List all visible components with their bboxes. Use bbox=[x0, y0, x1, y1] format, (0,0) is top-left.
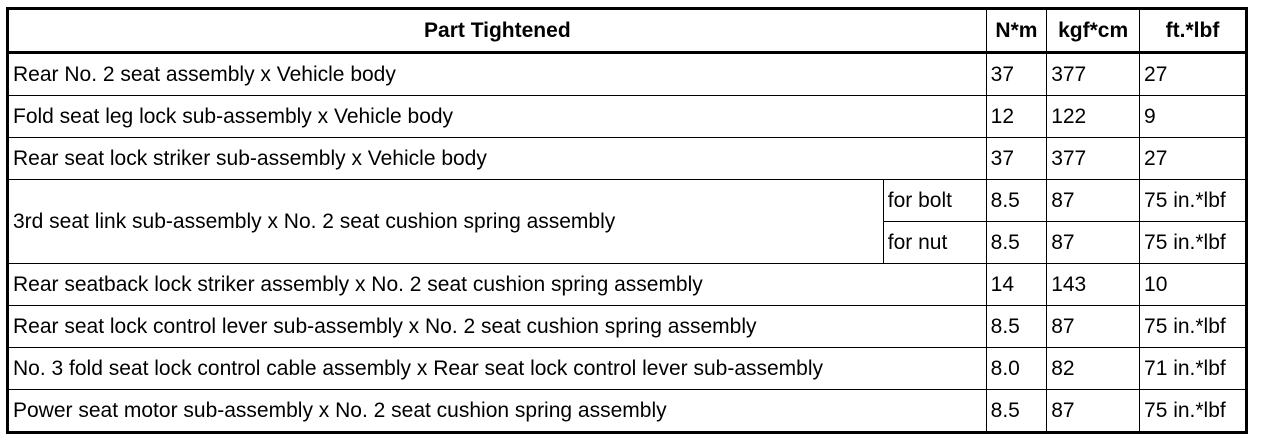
table-row bbox=[8, 306, 1247, 348]
nm-cell: 8.5 bbox=[986, 222, 1047, 264]
table-row bbox=[8, 138, 1247, 180]
kgf-cell: 143 bbox=[1047, 264, 1140, 306]
ft-cell: 27 bbox=[1140, 138, 1247, 180]
header-ft-lbf: ft.*lbf bbox=[1140, 9, 1247, 53]
table-row bbox=[8, 390, 1247, 433]
table-row bbox=[8, 180, 1247, 222]
table-row bbox=[8, 53, 1247, 96]
table-row bbox=[8, 264, 1247, 306]
ft-cell: 9 bbox=[1140, 96, 1247, 138]
fastener-cell: for bolt bbox=[883, 180, 986, 222]
kgf-cell: 87 bbox=[1047, 390, 1140, 433]
ft-cell: 75 in.*lbf bbox=[1140, 390, 1247, 433]
ft-cell: 75 in.*lbf bbox=[1140, 306, 1247, 348]
kgf-cell: 82 bbox=[1047, 348, 1140, 390]
torque-specification-table bbox=[6, 7, 1248, 434]
nm-cell: 14 bbox=[986, 264, 1047, 306]
part-cell: 3rd seat link sub-assembly x No. 2 seat cushion spring assembly bbox=[8, 180, 884, 264]
ft-cell: 10 bbox=[1140, 264, 1247, 306]
nm-cell: 37 bbox=[986, 138, 1047, 180]
ft-cell: 71 in.*lbf bbox=[1140, 348, 1247, 390]
header-part-tightened: Part Tightened bbox=[8, 9, 987, 53]
table-header-row bbox=[8, 9, 1247, 53]
ft-cell: 27 bbox=[1140, 53, 1247, 96]
part-cell: Rear seat lock striker sub-assembly x Vehicle body bbox=[8, 138, 987, 180]
ft-cell: 75 in.*lbf bbox=[1140, 222, 1247, 264]
header-nm: N*m bbox=[986, 9, 1047, 53]
part-cell: Rear seat lock control lever sub-assembly x No. 2 seat cushion spring assembly bbox=[8, 306, 987, 348]
part-cell: Fold seat leg lock sub-assembly x Vehicle body bbox=[8, 96, 987, 138]
fastener-cell: for nut bbox=[883, 222, 986, 264]
part-cell: Power seat motor sub-assembly x No. 2 seat cushion spring assembly bbox=[8, 390, 987, 433]
kgf-cell: 377 bbox=[1047, 53, 1140, 96]
nm-cell: 12 bbox=[986, 96, 1047, 138]
nm-cell: 37 bbox=[986, 53, 1047, 96]
header-kgf-cm: kgf*cm bbox=[1047, 9, 1140, 53]
table-row bbox=[8, 96, 1247, 138]
nm-cell: 8.0 bbox=[986, 348, 1047, 390]
part-cell: Rear seatback lock striker assembly x No. 2 seat cushion spring assembly bbox=[8, 264, 987, 306]
nm-cell: 8.5 bbox=[986, 390, 1047, 433]
nm-cell: 8.5 bbox=[986, 180, 1047, 222]
nm-cell: 8.5 bbox=[986, 306, 1047, 348]
kgf-cell: 122 bbox=[1047, 96, 1140, 138]
ft-cell: 75 in.*lbf bbox=[1140, 180, 1247, 222]
kgf-cell: 87 bbox=[1047, 222, 1140, 264]
table-row bbox=[8, 348, 1247, 390]
part-cell: Rear No. 2 seat assembly x Vehicle body bbox=[8, 53, 987, 96]
part-cell: No. 3 fold seat lock control cable assembly x Rear seat lock control lever sub-assembly bbox=[8, 348, 987, 390]
kgf-cell: 87 bbox=[1047, 180, 1140, 222]
kgf-cell: 377 bbox=[1047, 138, 1140, 180]
kgf-cell: 87 bbox=[1047, 306, 1140, 348]
